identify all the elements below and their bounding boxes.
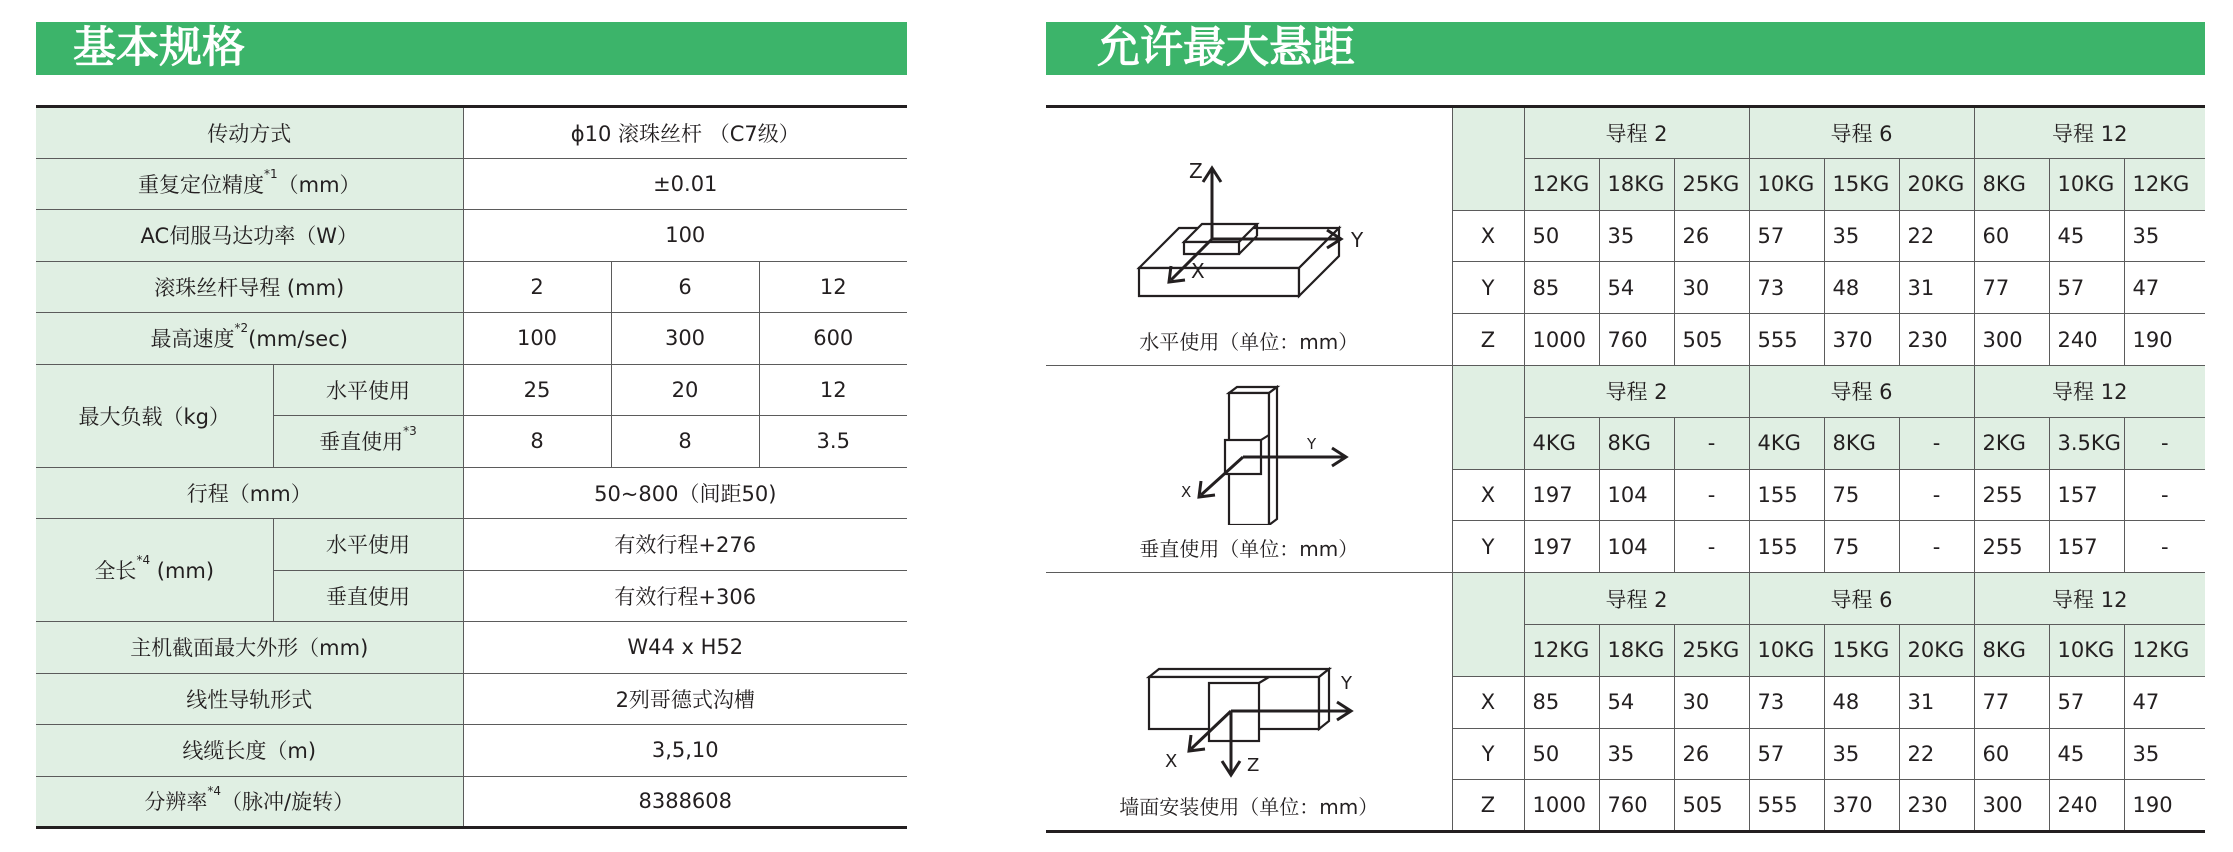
overhang-value: 760: [1599, 780, 1674, 832]
overhang-value: 47: [2124, 262, 2205, 314]
length-horizontal-label: 水平使用: [273, 519, 463, 571]
horizontal-caption: 水平使用（单位：mm）: [1139, 329, 1359, 354]
weight-header: 18KG: [1599, 158, 1674, 210]
overhang-value: 50: [1524, 210, 1599, 262]
lead-value: 12: [759, 261, 907, 313]
overhang-value: 85: [1524, 676, 1599, 728]
speed-value: 100: [463, 313, 611, 365]
overhang-value: 35: [1824, 728, 1899, 780]
weight-header: 8KG: [1824, 417, 1899, 469]
axis-label: Z: [1452, 780, 1524, 832]
overhang-value: 555: [1749, 314, 1824, 366]
overhang-value: 54: [1599, 676, 1674, 728]
weight-header: 10KG: [2049, 158, 2124, 210]
table-row: [36, 158, 907, 210]
stroke-label: 行程（mm）: [36, 467, 463, 519]
overhang-value: 22: [1899, 728, 1974, 780]
load-value: 8: [611, 416, 759, 468]
guide-label: 线性导轨形式: [36, 673, 463, 725]
overhang-value: 230: [1899, 314, 1974, 366]
wall-mount-diagram: [1119, 663, 1379, 783]
axis-x-label: X: [1180, 483, 1192, 502]
overhang-value: 57: [1749, 210, 1824, 262]
cable-label: 线缆长度（m): [36, 725, 463, 777]
axis-label: X: [1452, 210, 1524, 262]
overhang-value: 57: [2049, 676, 2124, 728]
lead-header: 导程 2: [1524, 573, 1749, 625]
overhang-value: 1000: [1524, 314, 1599, 366]
lead-value: 6: [611, 261, 759, 313]
axis-y-label: Y: [1340, 673, 1352, 695]
lead-header: 导程 12: [1974, 573, 2205, 625]
resolution-label: 分辨率$^{*4}$（脉冲/旋转）: [36, 776, 463, 828]
overhang-value: 155: [1749, 521, 1824, 573]
overhang-value: 240: [2049, 314, 2124, 366]
overhang-value: 300: [1974, 780, 2049, 832]
axis-y-label: Y: [1350, 227, 1363, 252]
weight-header: 15KG: [1824, 158, 1899, 210]
basic-spec-banner: [36, 22, 907, 75]
load-vertical-label: 垂直使用$^{*3}$: [273, 416, 463, 468]
overhang-value: 22: [1899, 210, 1974, 262]
lead-label: 滚珠丝杆导程 (mm): [36, 261, 463, 313]
weight-header: -: [2124, 417, 2205, 469]
overhang-value: 57: [1749, 728, 1824, 780]
table-row: [36, 725, 907, 777]
lead-header: 导程 2: [1524, 365, 1749, 417]
overhang-value: -: [1674, 521, 1749, 573]
drive-label: 传动方式: [36, 107, 463, 159]
drive-value: ϕ10 滚珠丝杆 （C7级）: [463, 107, 907, 159]
weight-header: 10KG: [1749, 158, 1824, 210]
overhang-value: 77: [1974, 262, 2049, 314]
overhang-value: 300: [1974, 314, 2049, 366]
cable-value: 3,5,10: [463, 725, 907, 777]
section-label: 主机截面最大外形（mm): [36, 622, 463, 674]
overhang-value: 35: [1824, 210, 1899, 262]
table-row: [36, 519, 907, 571]
axis-label: X: [1452, 676, 1524, 728]
load-label: 最大负载（kg）: [36, 364, 273, 467]
section-value: W44 x H52: [463, 622, 907, 674]
weight-header: 8KG: [1599, 417, 1674, 469]
overhang-value: 230: [1899, 780, 1974, 832]
weight-header: -: [1674, 417, 1749, 469]
power-label: AC伺服马达功率（W）: [36, 210, 463, 262]
lead-header: 导程 12: [1974, 107, 2205, 159]
overhang-value: 370: [1824, 314, 1899, 366]
overhang-value: -: [1899, 521, 1974, 573]
load-value: 25: [463, 364, 611, 416]
weight-header: 8KG: [1974, 158, 2049, 210]
overhang-value: 255: [1974, 469, 2049, 521]
overhang-value: -: [1674, 469, 1749, 521]
load-value: 20: [611, 364, 759, 416]
lead-header: 导程 2: [1524, 107, 1749, 159]
load-value: 12: [759, 364, 907, 416]
overhang-value: 60: [1974, 210, 2049, 262]
load-value: 8: [463, 416, 611, 468]
axis-label: X: [1452, 469, 1524, 521]
weight-header: 12KG: [1524, 624, 1599, 676]
overhang-value: 54: [1599, 262, 1674, 314]
weight-header: 15KG: [1824, 624, 1899, 676]
weight-header: 3.5KG: [2049, 417, 2124, 469]
overhang-value: 31: [1899, 676, 1974, 728]
overhang-value: 190: [2124, 314, 2205, 366]
weight-header: 2KG: [1974, 417, 2049, 469]
overhang-value: 45: [2049, 210, 2124, 262]
overhang-value: 35: [2124, 728, 2205, 780]
overhang-value: -: [2124, 469, 2205, 521]
vertical-figure-cell: [1046, 365, 1452, 572]
overhang-banner: [1046, 22, 2205, 75]
repeat-value: ±0.01: [463, 158, 907, 210]
overhang-value: 760: [1599, 314, 1674, 366]
axis-label: Y: [1452, 262, 1524, 314]
table-row: [36, 776, 907, 828]
weight-header: 20KG: [1899, 624, 1974, 676]
axis-x-label: X: [1164, 751, 1178, 773]
overhang-value: 505: [1674, 780, 1749, 832]
horizontal-figure-cell: [1046, 107, 1452, 366]
overhang-value: 73: [1749, 676, 1824, 728]
weight-header: 12KG: [1524, 158, 1599, 210]
weight-header: 8KG: [1974, 624, 2049, 676]
overhang-value: 104: [1599, 469, 1674, 521]
speed-value: 300: [611, 313, 759, 365]
repeat-label: 重复定位精度$^{*1}$（mm）: [36, 158, 463, 210]
overhang-value: 505: [1674, 314, 1749, 366]
table-row: [1046, 573, 2205, 625]
overhang-value: 1000: [1524, 780, 1599, 832]
overhang-value: 50: [1524, 728, 1599, 780]
overhang-value: 104: [1599, 521, 1674, 573]
lead-value: 2: [463, 261, 611, 313]
table-row: [36, 261, 907, 313]
axis-label: Y: [1452, 728, 1524, 780]
axis-label: Y: [1452, 521, 1524, 573]
load-value: 3.5: [759, 416, 907, 468]
table-row: [36, 107, 907, 159]
weight-header: 25KG: [1674, 158, 1749, 210]
axis-header: [1452, 107, 1524, 211]
length-horizontal-value: 有效行程+276: [463, 519, 907, 571]
length-vertical-value: 有效行程+306: [463, 570, 907, 622]
vertical-caption: 垂直使用（单位：mm）: [1139, 537, 1359, 562]
weight-header: 20KG: [1899, 158, 1974, 210]
axis-z-label: Z: [1188, 158, 1203, 183]
overhang-value: 77: [1974, 676, 2049, 728]
table-row: [36, 673, 907, 725]
overhang-value: 26: [1674, 210, 1749, 262]
weight-header: 12KG: [2124, 624, 2205, 676]
axis-label: Z: [1452, 314, 1524, 366]
overhang-value: 48: [1824, 262, 1899, 314]
power-value: 100: [463, 210, 907, 262]
axis-x-label: X: [1190, 258, 1205, 283]
table-row: [36, 364, 907, 416]
weight-header: -: [1899, 417, 1974, 469]
basic-spec-table: [36, 105, 907, 829]
axis-header: [1452, 365, 1524, 469]
overhang-value: 240: [2049, 780, 2124, 832]
overhang-value: 47: [2124, 676, 2205, 728]
overhang-value: 30: [1674, 676, 1749, 728]
overhang-value: 157: [2049, 521, 2124, 573]
overhang-value: 26: [1674, 728, 1749, 780]
vertical-mount-diagram: [1139, 385, 1359, 525]
overhang-value: 370: [1824, 780, 1899, 832]
overhang-value: 60: [1974, 728, 2049, 780]
load-horizontal-label: 水平使用: [273, 364, 463, 416]
lead-header: 导程 6: [1749, 107, 1974, 159]
lead-header: 导程 6: [1749, 573, 1974, 625]
weight-header: 12KG: [2124, 158, 2205, 210]
weight-header: 10KG: [2049, 624, 2124, 676]
overhang-table: [1046, 105, 2205, 833]
overhang-value: 75: [1824, 469, 1899, 521]
overhang-value: 190: [2124, 780, 2205, 832]
weight-header: 18KG: [1599, 624, 1674, 676]
lead-header: 导程 6: [1749, 365, 1974, 417]
overhang-value: -: [2124, 521, 2205, 573]
wall-caption: 墙面安装使用（单位：mm）: [1119, 795, 1379, 820]
table-row: [36, 210, 907, 262]
resolution-value: 8388608: [463, 776, 907, 828]
overhang-value: 75: [1824, 521, 1899, 573]
axis-z-label: Z: [1246, 755, 1260, 777]
overhang-value: 35: [1599, 728, 1674, 780]
overhang-value: 555: [1749, 780, 1824, 832]
length-label: 全长$^{*4}$ (mm): [36, 519, 273, 622]
weight-header: 10KG: [1749, 624, 1824, 676]
guide-value: 2列哥德式沟槽: [463, 673, 907, 725]
wall-figure-cell: [1046, 573, 1452, 832]
length-vertical-label: 垂直使用: [273, 570, 463, 622]
weight-header: 25KG: [1674, 624, 1749, 676]
table-row: [36, 467, 907, 519]
overhang-value: 197: [1524, 469, 1599, 521]
overhang-value: 73: [1749, 262, 1824, 314]
horizontal-mount-diagram: [1119, 148, 1379, 318]
overhang-value: 157: [2049, 469, 2124, 521]
overhang-value: 57: [2049, 262, 2124, 314]
speed-label: 最高速度$^{*2}$(mm/sec): [36, 313, 463, 365]
overhang-value: 30: [1674, 262, 1749, 314]
overhang-value: 155: [1749, 469, 1824, 521]
overhang-title: 允许最大悬距: [1097, 23, 1355, 73]
lead-header: 导程 12: [1974, 365, 2205, 417]
overhang-value: 197: [1524, 521, 1599, 573]
table-row: [36, 622, 907, 674]
table-row: [1046, 107, 2205, 159]
weight-header: 4KG: [1749, 417, 1824, 469]
axis-header: [1452, 573, 1524, 677]
overhang-value: -: [1899, 469, 1974, 521]
overhang-value: 35: [2124, 210, 2205, 262]
weight-header: 4KG: [1524, 417, 1599, 469]
axis-y-label: Y: [1306, 435, 1316, 454]
overhang-value: 85: [1524, 262, 1599, 314]
overhang-value: 255: [1974, 521, 2049, 573]
overhang-value: 35: [1599, 210, 1674, 262]
overhang-value: 45: [2049, 728, 2124, 780]
basic-spec-title: 基本规格: [73, 23, 245, 73]
table-row: [1046, 365, 2205, 417]
overhang-value: 31: [1899, 262, 1974, 314]
table-row: [36, 313, 907, 365]
overhang-value: 48: [1824, 676, 1899, 728]
speed-value: 600: [759, 313, 907, 365]
stroke-value: 50~800（间距50): [463, 467, 907, 519]
